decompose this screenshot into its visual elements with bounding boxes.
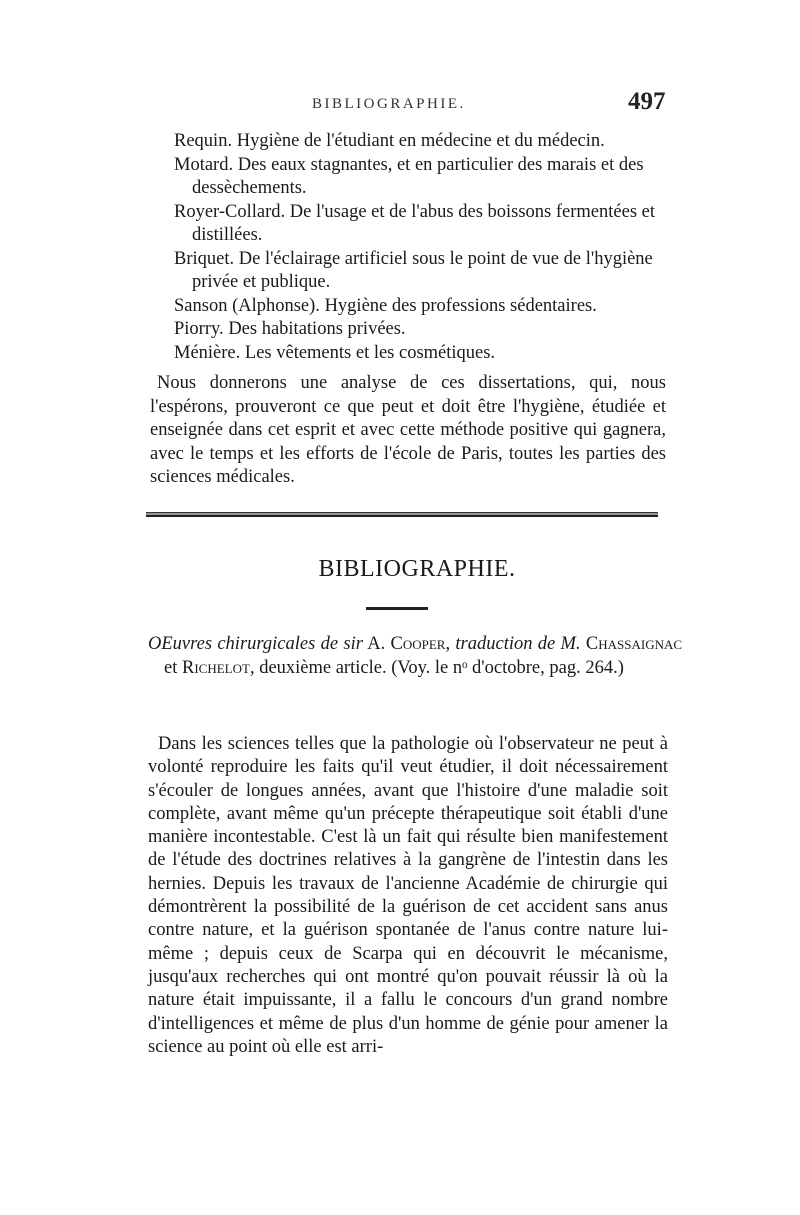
reference-title: Hygiène de l'étudiant en médecine et du médecin.	[236, 131, 605, 151]
citation-author: Cooper	[390, 634, 446, 654]
page-number: 497	[628, 88, 666, 115]
reference-title: Des habitations privées.	[228, 319, 406, 339]
reference-title: De l'éclairage artificiel sous le point de vue de l'hygiène privée et publique.	[192, 248, 653, 292]
reference-title: De l'usage et de l'abus des boissons fermentées et distillées.	[192, 201, 656, 245]
reference-entry	[174, 130, 694, 154]
running-head	[0, 88, 800, 128]
reference-author: Briquet.	[174, 248, 235, 269]
reference-author: Royer-Collard.	[174, 201, 286, 222]
reference-entry	[174, 201, 694, 248]
reference-entry	[174, 295, 694, 319]
reference-title: Les vêtements et les cosmétiques.	[244, 342, 496, 363]
section-heading	[0, 556, 800, 583]
reference-author: Motard.	[174, 154, 234, 175]
citation-conjunction: et	[164, 658, 178, 678]
intro-paragraph: Nous donnerons une analyse de ces dissertations, qui, nous l'espérons, prouveront ce que peut et doit être l'hygiène, étudiée et enseignée dans cet esprit et avec cette méthode positive qui gagnera, avec le temps et les efforts de l'école de Paris, toutes les parties des sciences médicales.	[150, 373, 666, 487]
reference-author: Sanson (Alphonse).	[174, 295, 320, 316]
reference-title: Des eaux stagnantes, et en particulier des marais et des dessèchements.	[192, 154, 644, 198]
section-divider	[146, 512, 658, 518]
citation-translator: Chassaignac	[585, 634, 683, 654]
reference-entry	[174, 318, 694, 342]
review-citation: OEuvres chirurgicales de sir A. Cooper, traduction de M. Chassaignac et Richelot, deuxième article. (Voy. le nᵒ d'octobre, pag. 264.)	[148, 634, 683, 678]
reference-author: Piorry.	[174, 319, 224, 339]
citation-author-initial: A.	[367, 634, 386, 654]
reference-entry	[174, 342, 694, 366]
section-heading-text: BIBLIOGRAPHIE.	[318, 556, 516, 582]
heading-rule	[366, 607, 428, 610]
citation-translation-label: traduction de M.	[455, 634, 581, 654]
reference-entry	[174, 248, 694, 295]
reference-title: Hygiène des professions sédentaires.	[324, 295, 597, 316]
reference-author: Requin.	[174, 131, 233, 151]
citation-work-title: OEuvres chirurgicales de sir	[148, 634, 363, 654]
review-body-paragraph: Dans les sciences telles que la pathologie où l'observateur ne peut à volonté reproduire les faits qu'il veut étudier, il doit nécessairement s'écouler de longues années, avant que l'histoire d'une maladie soit complète, avant même qu'un précepte thérapeutique soit établi d'une manière incontestable. C'est là un fait qui résulte bien manifestement de l'étude des doctrines relatives à la gangrène de l'intestin dans les hernies. Depuis les travaux de l'ancienne Académie de chirurgie qui démontrèrent la possibilité de la guérison de cet accident sans anus contre nature, et la guérison spontanée de l'anus contre nature lui-même ; depuis ceux de Scarpa qui en découvrit le mécanisme, jusqu'aux recherches qui ont montré qu'on pouvait réussir là où la nature était impuissante, il a fallu le concours d'un grand nombre d'intelligences et même de plus d'un homme de génie pour amener la science au point où elle est arri-	[148, 734, 668, 1057]
reference-list	[174, 130, 694, 365]
citation-translator: Richelot	[181, 658, 250, 678]
reference-entry	[174, 154, 694, 201]
citation-rest: , deuxième article. (Voy. le nᵒ d'octobre, pag. 264.)	[249, 658, 624, 678]
running-title: BIBLIOGRAPHIE.	[312, 96, 466, 112]
reference-author: Ménière.	[174, 342, 241, 363]
